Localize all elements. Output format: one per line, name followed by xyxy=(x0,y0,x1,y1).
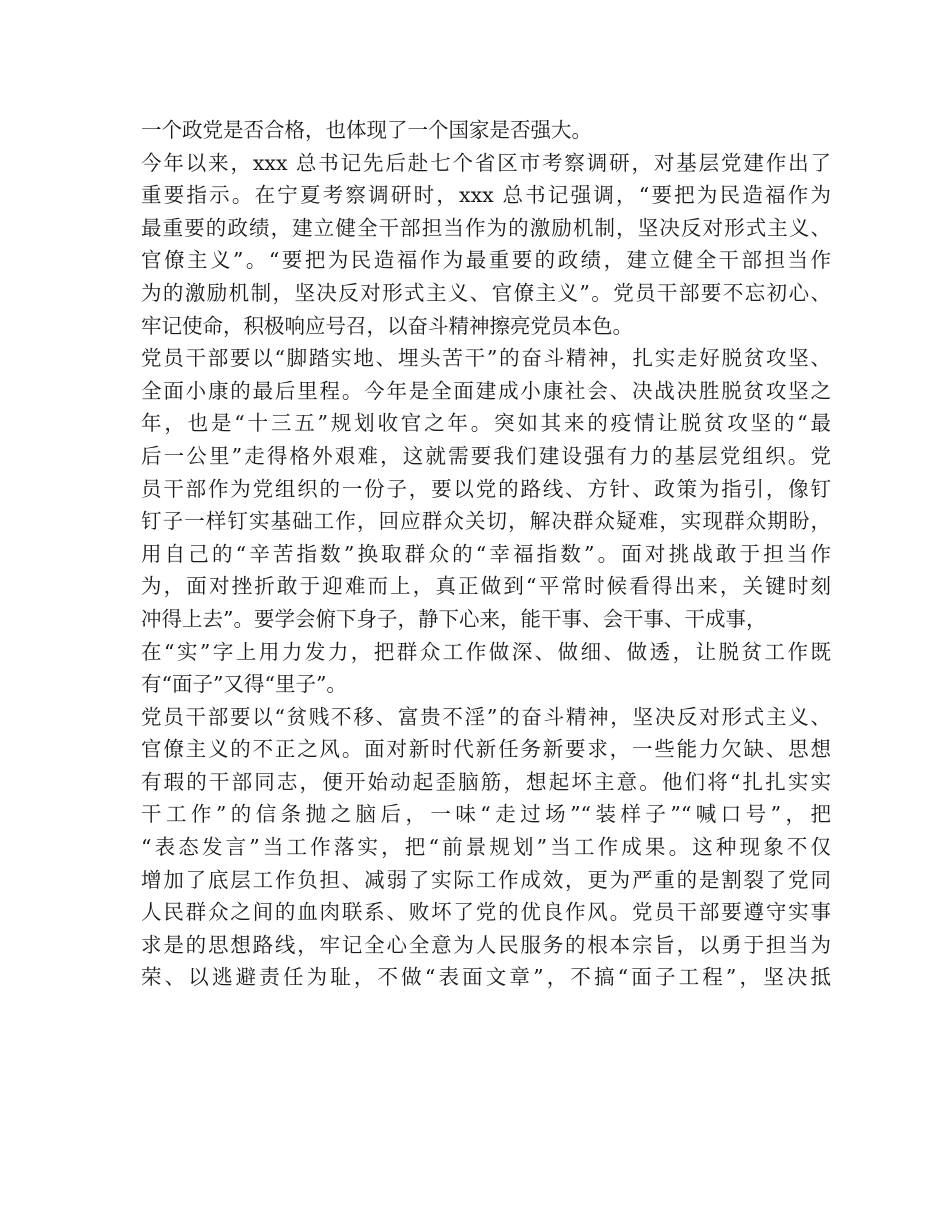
document-body xyxy=(141,114,831,994)
text-line: 一个政党是否合格，也体现了一个国家是否强大。 xyxy=(141,118,592,142)
text-line: 为的激励机制，坚决反对形式主义、官僚主义”。党员干部要不忘初心、 xyxy=(141,280,831,305)
text-line: 后一公里”走得格外艰难，这就需要我们建设强有力的基层党组织。党 xyxy=(141,443,831,468)
text-line: 全面小康的最后里程。今年是全面建成小康社会、决战决胜脱贫攻坚之 xyxy=(141,378,831,403)
text-line: 有“面子”又得“里子”。 xyxy=(141,672,347,697)
text-line: 党员干部要以“贫贱不移、富贵不淫”的奋斗精神，坚决反对形式主义、 xyxy=(141,704,831,729)
text-line: 用自己的“辛苦指数”换取群众的“幸福指数”。面对挑战敢于担当作 xyxy=(141,541,831,566)
text-line: 重要指示。在宁夏考察调研时，xxx 总书记强调，“要把为民造福作为 xyxy=(141,183,831,208)
text-line: 求是的思想路线，牢记全心全意为人民服务的根本宗旨，以勇于担当为 xyxy=(141,932,831,957)
text-line: 年，也是“十三五”规划收官之年。突如其来的疫情让脱贫攻坚的“最 xyxy=(141,411,831,436)
text-line: 干工作”的信条抛之脑后，一味“走过场”“装样子”“喊口号”，把 xyxy=(141,802,831,827)
text-line: 钉子一样钉实基础工作，回应群众关切，解决群众疑难，实现群众期盼， xyxy=(141,509,831,534)
text-line: 人民群众之间的血肉联系、败坏了党的优良作风。党员干部要遵守实事 xyxy=(141,900,831,925)
text-line: 荣、以逃避责任为耻，不做“表面文章”，不搞“面子工程”，坚决抵 xyxy=(141,965,831,990)
text-line: 最重要的政绩，建立健全干部担当作为的激励机制，坚决反对形式主义、 xyxy=(141,215,831,240)
text-line: 在“实”字上用力发力，把群众工作做深、做细、做透，让脱贫工作既 xyxy=(141,639,831,664)
text-line: “表态发言”当工作落实，把“前景规划”当工作成果。这种现象不仅 xyxy=(141,835,831,860)
text-line: 党员干部要以“脚踏实地、埋头苦干”的奋斗精神，扎实走好脱贫攻坚、 xyxy=(141,346,831,371)
text-line: 牢记使命，积极响应号召，以奋斗精神擦亮党员本色。 xyxy=(141,313,633,338)
text-line: 为，面对挫折敢于迎难而上，真正做到“平常时候看得出来，关键时刻 xyxy=(141,574,831,599)
text-line: 官僚主义的不正之风。面对新时代新任务新要求，一些能力欠缺、思想 xyxy=(141,737,831,762)
text-line: 今年以来，xxx 总书记先后赴七个省区市考察调研，对基层党建作出了 xyxy=(141,150,831,175)
text-line: 有瑕的干部同志，便开始动起歪脑筋，想起坏主意。他们将“扎扎实实 xyxy=(141,769,831,794)
text-line: 员干部作为党组织的一份子，要以党的路线、方针、政策为指引，像钉 xyxy=(141,476,831,501)
text-line: 官僚主义”。“要把为民造福作为最重要的政绩，建立健全干部担当作 xyxy=(141,248,831,273)
text-line: 冲得上去”。要学会俯下身子，静下心来，能干事、会干事、干成事， xyxy=(141,606,767,631)
text-line: 增加了底层工作负担、减弱了实际工作成效，更为严重的是割裂了党同 xyxy=(141,867,831,892)
